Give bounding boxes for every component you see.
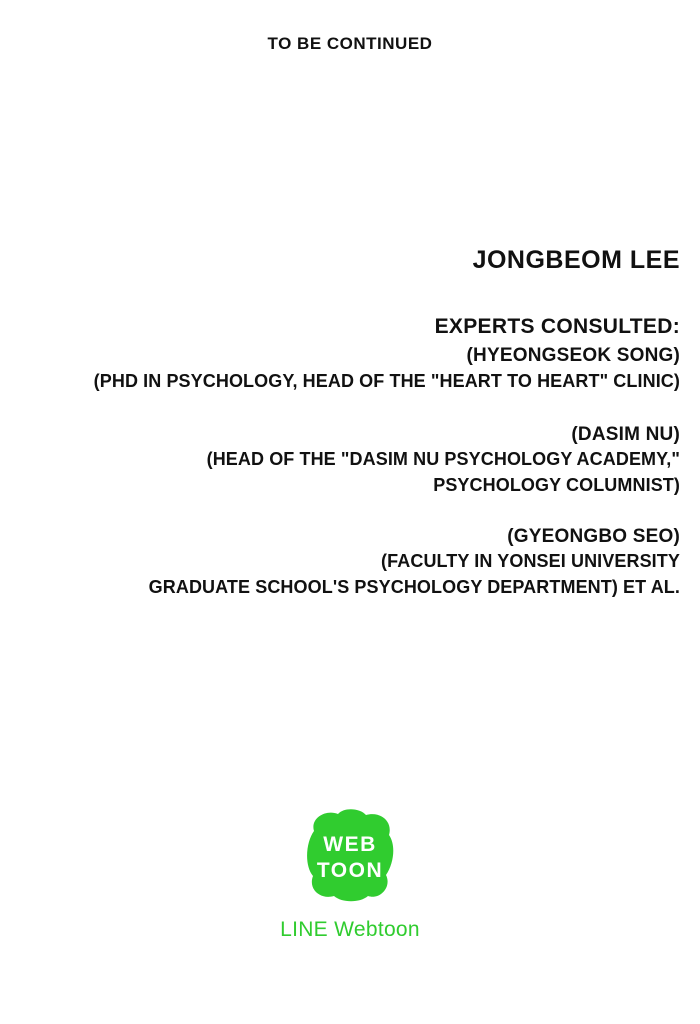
credits-block [20,246,680,626]
experts-consulted-heading: EXPERTS CONSULTED: [434,315,680,338]
expert-name: (GYEONGBO SEO) [507,525,680,547]
webtoon-logo-caption: LINE Webtoon [280,918,420,941]
expert-entry [20,422,680,498]
to-be-continued-text: TO BE CONTINUED [267,34,433,53]
expert-entry [20,343,680,394]
webtoon-logo-icon [300,805,400,905]
webtoon-logo-area [0,805,700,942]
svg-text:WEB: WEB [323,833,377,856]
expert-name: (DASIM NU) [571,423,680,445]
svg-text:TOON: TOON [316,859,384,882]
expert-detail: (HEAD OF THE "DASIM NU PSYCHOLOGY ACADEMY," PSYCHOLOGY COLUMNIST) [206,449,680,495]
expert-detail: (PHD IN PSYCHOLOGY, HEAD OF THE "HEART TO HEART" CLINIC) [93,370,680,391]
author-name: JONGBEOM LEE [472,246,680,274]
expert-name: (HYEONGSEOK SONG) [466,345,680,366]
expert-detail: (FACULTY IN YONSEI UNIVERSITY GRADUATE SCHOOL'S PSYCHOLOGY DEPARTMENT) ET AL. [148,551,680,597]
expert-entry [20,524,680,600]
